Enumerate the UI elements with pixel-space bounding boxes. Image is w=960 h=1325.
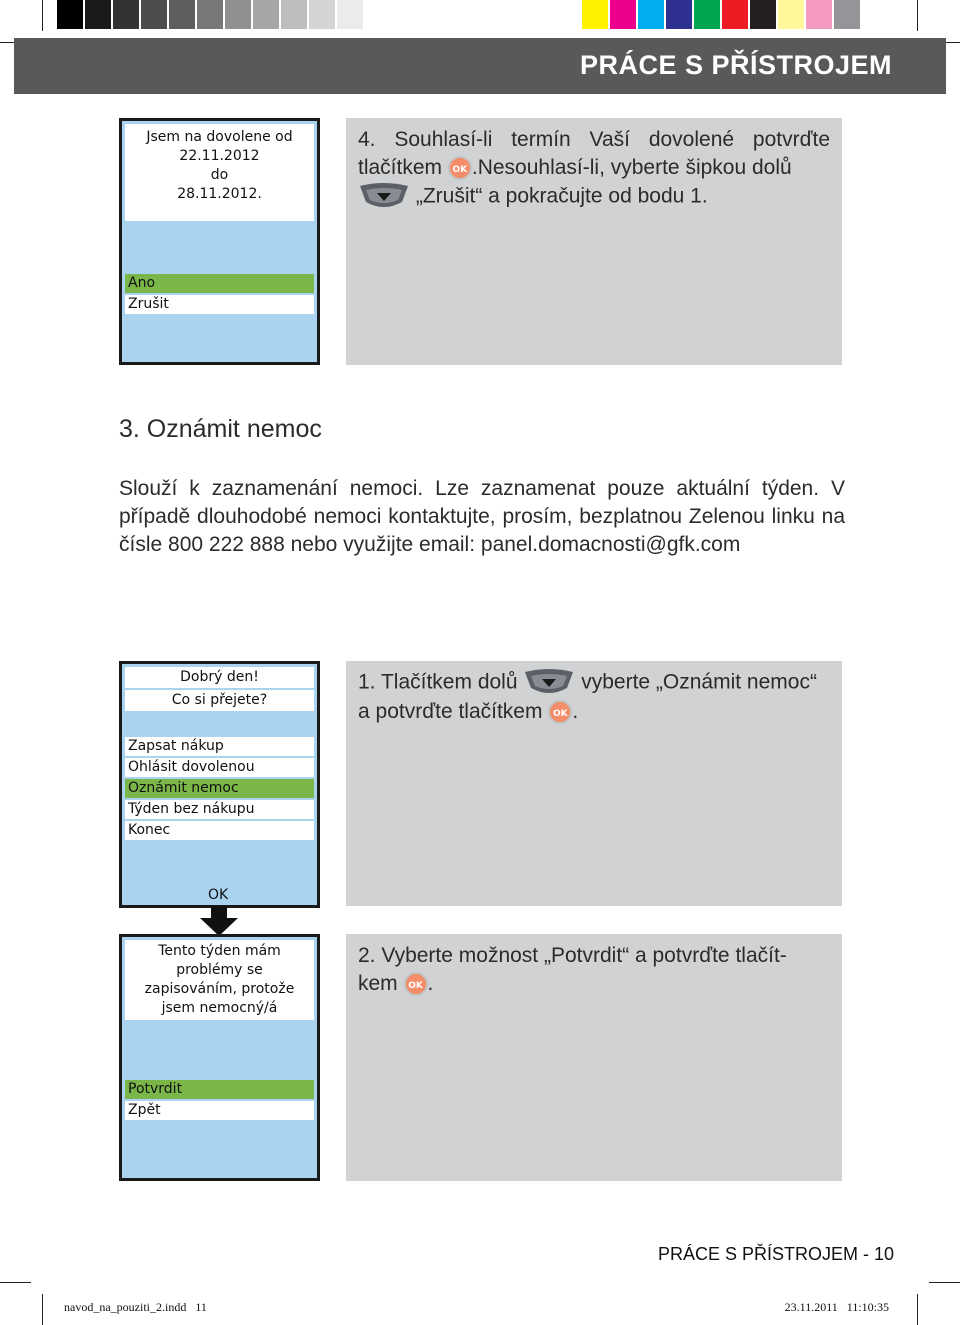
color-swatch xyxy=(365,0,393,29)
screen-line: Tento týden mám xyxy=(158,943,281,959)
color-swatch xyxy=(806,0,834,29)
crop-mark xyxy=(0,1282,31,1283)
screen-line: 22.11.2012 xyxy=(179,148,260,164)
menu-item-zapsat-nakup[interactable]: Zapsat nákup xyxy=(125,737,314,756)
option-zpet[interactable]: Zpět xyxy=(125,1101,314,1120)
step-text: 4. Souhlasí-li termín Vaší dovolené potvrďte tlačítkem xyxy=(358,128,830,179)
slug-filename: navod_na_pouziti_2.indd 11 xyxy=(64,1300,207,1314)
device-screen-main-menu xyxy=(119,661,320,908)
greeting-row: Dobrý den! xyxy=(125,667,314,688)
color-swatch xyxy=(113,0,141,29)
slug-timestamp: 23.11.2011 11:10:35 xyxy=(784,1300,889,1314)
page-title: PRÁCE S PŘÍSTROJEM xyxy=(579,50,892,80)
color-swatch xyxy=(225,0,253,29)
screen-line: jsem nemocný/á xyxy=(161,1000,278,1016)
section-title: 3. Oznámit nemoc xyxy=(119,415,322,443)
screen-line: 28.11.2012. xyxy=(177,186,262,202)
color-bar xyxy=(582,0,862,29)
color-swatch xyxy=(694,0,722,29)
screen-line: problémy se xyxy=(176,962,263,978)
ok-arrow-label: OK xyxy=(208,887,229,903)
page-footer-label: PRÁCE S PŘÍSTROJEM - 10 xyxy=(657,1244,894,1264)
screen-line: do xyxy=(210,167,229,183)
step-text: 1. Tlačítkem dolů xyxy=(358,670,518,694)
option-potvrdit[interactable]: Potvrdit xyxy=(125,1080,314,1099)
menu-item-oznamit-nemoc[interactable]: Oznámit nemoc xyxy=(125,779,314,798)
color-swatch xyxy=(666,0,694,29)
color-swatch xyxy=(638,0,666,29)
color-swatch xyxy=(582,0,610,29)
page-header xyxy=(14,38,946,94)
color-swatch xyxy=(169,0,197,29)
screen-line: zapisováním, protože xyxy=(144,981,295,997)
menu-item-konec[interactable]: Konec xyxy=(125,821,314,840)
instruction-step-2 xyxy=(346,934,842,1181)
crop-mark xyxy=(42,0,43,31)
section-paragraph: Slouží k zaznamenání nemoci. Lze zaznamenat pouze aktuální týden. V případě dlouhodobé nemoci kontaktujte, prosím, bezplatnou Zelenou linku na čísle 800 222 888 nebo využijte email: panel.domacnosti@gfk.com xyxy=(119,477,845,556)
color-swatch xyxy=(610,0,638,29)
ok-button-icon: OK xyxy=(548,700,572,724)
down-arrow-button-icon xyxy=(523,668,575,698)
step-text: „Zrušit“ a pokračujte od bodu 1. xyxy=(415,184,708,208)
crop-mark xyxy=(917,1294,918,1325)
color-swatch xyxy=(778,0,806,29)
crop-mark xyxy=(42,1294,43,1325)
step-text: kem xyxy=(358,972,398,995)
step-text: . xyxy=(427,972,434,995)
step-text: 2. Vyberte možnost „Potvrdit“ a potvrďte tlačít- xyxy=(358,944,787,967)
question-row: Co si přejete? xyxy=(125,690,314,711)
step-text: a potvrďte tlačítkem xyxy=(358,700,543,723)
ok-button-icon: OK xyxy=(404,972,428,996)
color-swatch xyxy=(85,0,113,29)
step-text: . xyxy=(572,700,579,723)
crop-mark xyxy=(917,0,918,31)
color-swatch xyxy=(337,0,365,29)
color-swatch xyxy=(722,0,750,29)
color-swatch xyxy=(281,0,309,29)
down-arrow-button-icon xyxy=(358,182,410,212)
instruction-step-1 xyxy=(346,661,842,906)
color-swatch xyxy=(141,0,169,29)
color-swatch xyxy=(834,0,862,29)
device-screen-illness xyxy=(119,934,320,1181)
color-swatch xyxy=(197,0,225,29)
option-ano[interactable]: Ano xyxy=(125,274,314,293)
step-text: .Nesouhlasí-li, vyberte šipkou dolů xyxy=(471,156,792,179)
instruction-step-4 xyxy=(346,118,842,365)
screen-line: Jsem na dovolene od xyxy=(146,129,293,145)
color-swatch xyxy=(57,0,85,29)
color-swatch xyxy=(253,0,281,29)
menu-item-tyden-bez-nakupu[interactable]: Týden bez nákupu xyxy=(125,800,314,819)
crop-mark xyxy=(929,1282,960,1283)
color-swatch xyxy=(750,0,778,29)
screen-message-area xyxy=(125,940,314,1020)
option-zrusit[interactable]: Zrušit xyxy=(125,295,314,314)
menu-item-ohlasit-dovolenou[interactable]: Ohlásit dovolenou xyxy=(125,758,314,777)
step-text: vyberte „Oznámit nemoc“ xyxy=(581,670,817,694)
grayscale-bar xyxy=(57,0,393,29)
device-screen-vacation xyxy=(119,118,320,365)
screen-message-area xyxy=(125,124,314,221)
ok-button-icon: OK xyxy=(448,156,472,180)
color-swatch xyxy=(309,0,337,29)
